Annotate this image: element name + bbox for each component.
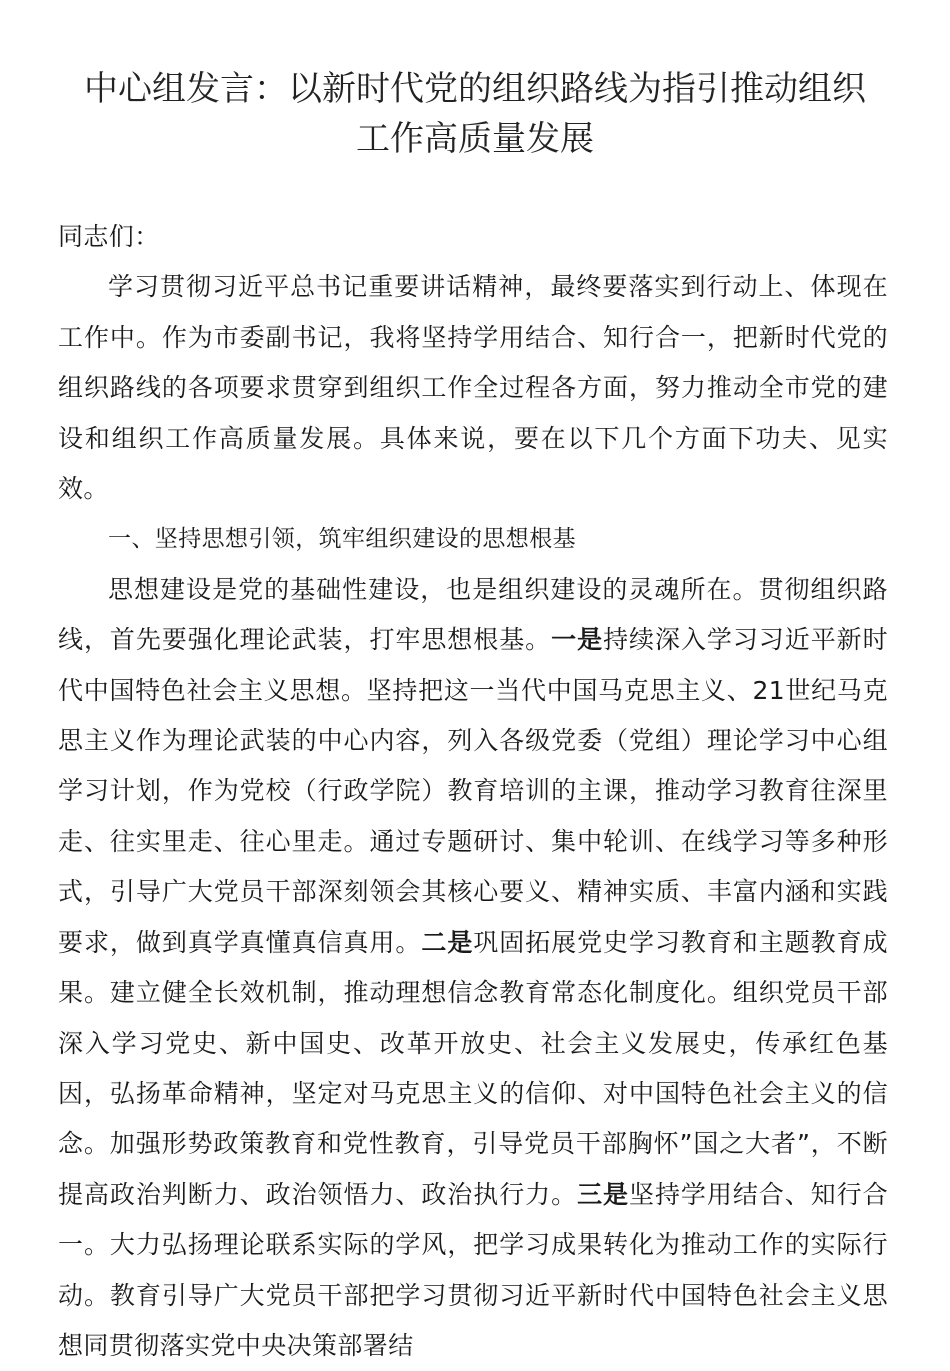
title-line-2: 工作高质量发展: [356, 119, 594, 159]
section-heading: 一、坚持思想引领，筑牢组织建设的思想根基: [108, 526, 576, 553]
intro-paragraph: 学习贯彻习近平总书记重要讲话精神，最终要落实到行动上、体现在工作中。作为市委副书记，我将坚持学用结合、知行合一，把新时代党的组织路线的各项要求贯穿到组织工作全过程各方面，努力推动全市党的建设和组织工作高质量发展。具体来说，要在以下几个方面下功夫、见实效。: [58, 272, 888, 504]
section-paragraph: [58, 565, 888, 1371]
point-text-2: 巩固拓展党史学习教育和主题教育成果。建立健全长效机制，推动理想信念教育常态化制度化。组织党员干部深入学习党史、新中国史、改革开放史、社会主义发展史，传承红色基因，弘扬革命精神，坚定对马克思主义的信仰、对中国特色社会主义的信念。加强形势政策教育和党性教育，引导党员干部胸怀”国之大者”，不断提高政治判断力、政治领悟力、政治执行力。: [58, 927, 888, 1209]
document-body: [58, 212, 888, 1371]
salutation: 同志们：: [58, 222, 160, 251]
point-text-3: 坚持学用结合、知行合一。大力弘扬理论联系实际的学风，把学习成果转化为推动工作的实际行动。教育引导广大党员干部把学习贯彻习近平新时代中国特色社会主义思想同贯彻落实党中央决策部署结: [58, 1179, 888, 1360]
lead-phrase-3: 三是: [577, 1179, 629, 1209]
lead-phrase-1: 一是: [551, 625, 604, 655]
lead-phrase-2: 二是: [421, 927, 474, 957]
point-text-1: 持续深入学习习近平新时代中国特色社会主义思想。坚持把这一当代中国马克思主义、21世纪马克思主义作为理论武装的中心内容，列入各级党委（党组）理论学习中心组学习计划，作为党校（行政学院）教育培训的主课，推动学习教育往深里走、往实里走、往心里走。通过专题研讨、集中轮训、在线学习等多种形式，引导广大党员干部深刻领会其核心要义、精神实质、丰富内涵和实践要求，做到真学真懂真信真用。: [58, 625, 889, 957]
page-title: [40, 64, 910, 164]
title-line-1: 中心组发言：以新时代党的组织路线为指引推动组织: [84, 69, 866, 109]
section-opening: 思想建设是党的基础性建设，也是组织建设的灵魂所在。贯彻组织路线，首先要强化理论武装，打牢思想根基。: [58, 574, 888, 655]
